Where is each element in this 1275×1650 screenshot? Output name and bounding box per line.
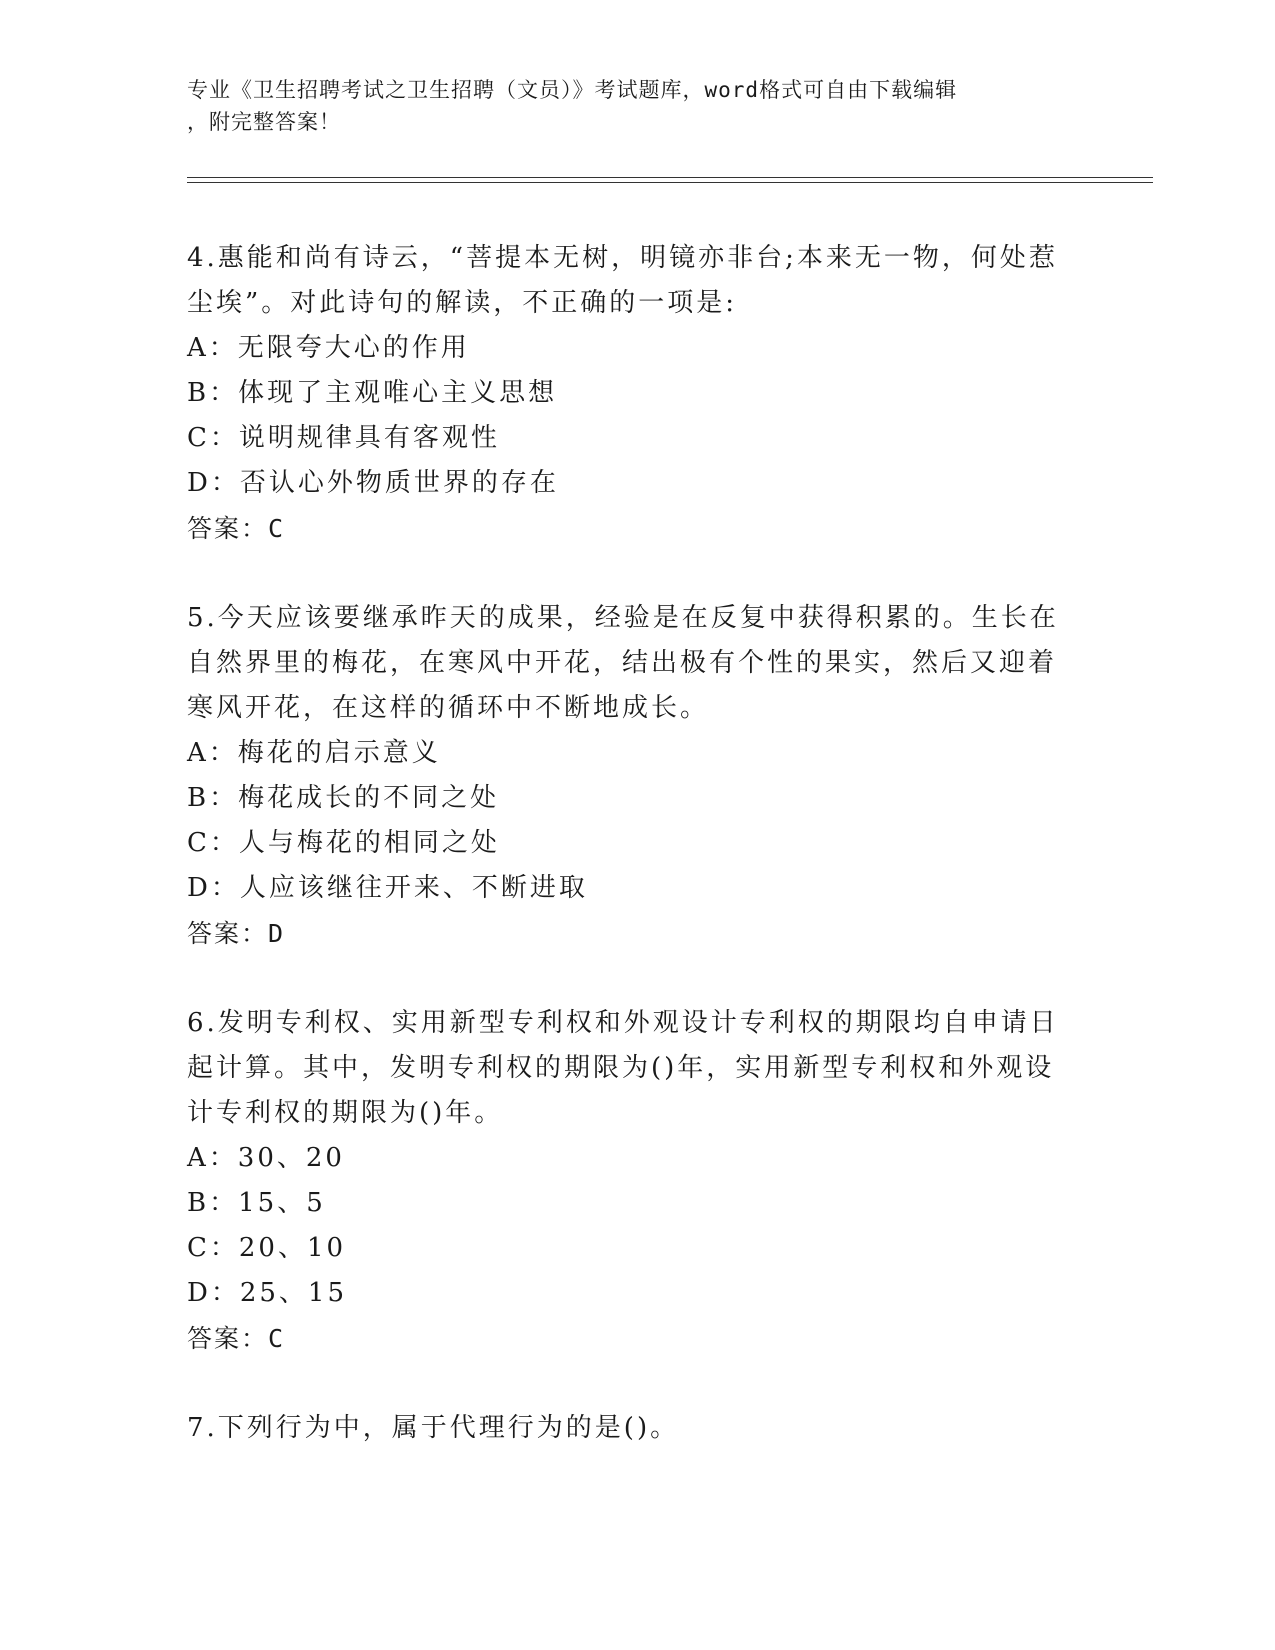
question-4 bbox=[187, 236, 1077, 552]
header-line: 专业《卫生招聘考试之卫生招聘（文员）》考试题库，word格式可自由下载编辑 bbox=[187, 78, 958, 102]
option-d: D：否认心外物质世界的存在 bbox=[187, 468, 559, 498]
question-stem: 5.今天应该要继承昨天的成果，经验是在反复中获得积累的。生长在 bbox=[187, 603, 1059, 633]
question-stem: 寒风开花，在这样的循环中不断地成长。 bbox=[187, 693, 710, 723]
option-d: D：人应该继往开来、不断进取 bbox=[187, 873, 588, 903]
option-a: A：无限夸大心的作用 bbox=[187, 333, 470, 363]
header-divider bbox=[187, 177, 1153, 178]
question-stem: 计专利权的期限为()年。 bbox=[187, 1098, 504, 1128]
option-d: D：25、15 bbox=[187, 1278, 348, 1308]
question-5 bbox=[187, 596, 1077, 957]
answer-line: 答案：C bbox=[187, 1324, 286, 1353]
option-b: B：体现了主观唯心主义思想 bbox=[187, 378, 558, 408]
question-list bbox=[187, 236, 1077, 1495]
question-stem: 尘埃”。对此诗句的解读，不正确的一项是: bbox=[187, 288, 738, 318]
option-b: B：15、5 bbox=[187, 1188, 326, 1218]
option-a: A：梅花的启示意义 bbox=[187, 738, 441, 768]
question-6 bbox=[187, 1001, 1077, 1362]
option-c: C：说明规律具有客观性 bbox=[187, 423, 500, 453]
question-7 bbox=[187, 1406, 1077, 1451]
question-stem: 起计算。其中，发明专利权的期限为()年，实用新型专利权和外观设 bbox=[187, 1053, 1055, 1083]
header-divider bbox=[187, 182, 1153, 183]
question-stem: 4.惠能和尚有诗云，“菩提本无树，明镜亦非台;本来无一物，何处惹 bbox=[187, 243, 1058, 273]
option-c: C：20、10 bbox=[187, 1233, 347, 1263]
answer-line: 答案：C bbox=[187, 514, 286, 543]
answer-line: 答案：D bbox=[187, 919, 286, 948]
option-c: C：人与梅花的相同之处 bbox=[187, 828, 500, 858]
header-line: ，附完整答案！ bbox=[187, 110, 341, 134]
question-stem: 7.下列行为中，属于代理行为的是()。 bbox=[187, 1413, 680, 1443]
document-header bbox=[187, 74, 1067, 138]
option-a: A：30、20 bbox=[187, 1143, 345, 1173]
question-stem: 6.发明专利权、实用新型专利权和外观设计专利权的期限均自申请日 bbox=[187, 1008, 1059, 1038]
question-stem: 自然界里的梅花，在寒风中开花，结出极有个性的果实，然后又迎着 bbox=[187, 648, 1058, 678]
option-b: B：梅花成长的不同之处 bbox=[187, 783, 500, 813]
